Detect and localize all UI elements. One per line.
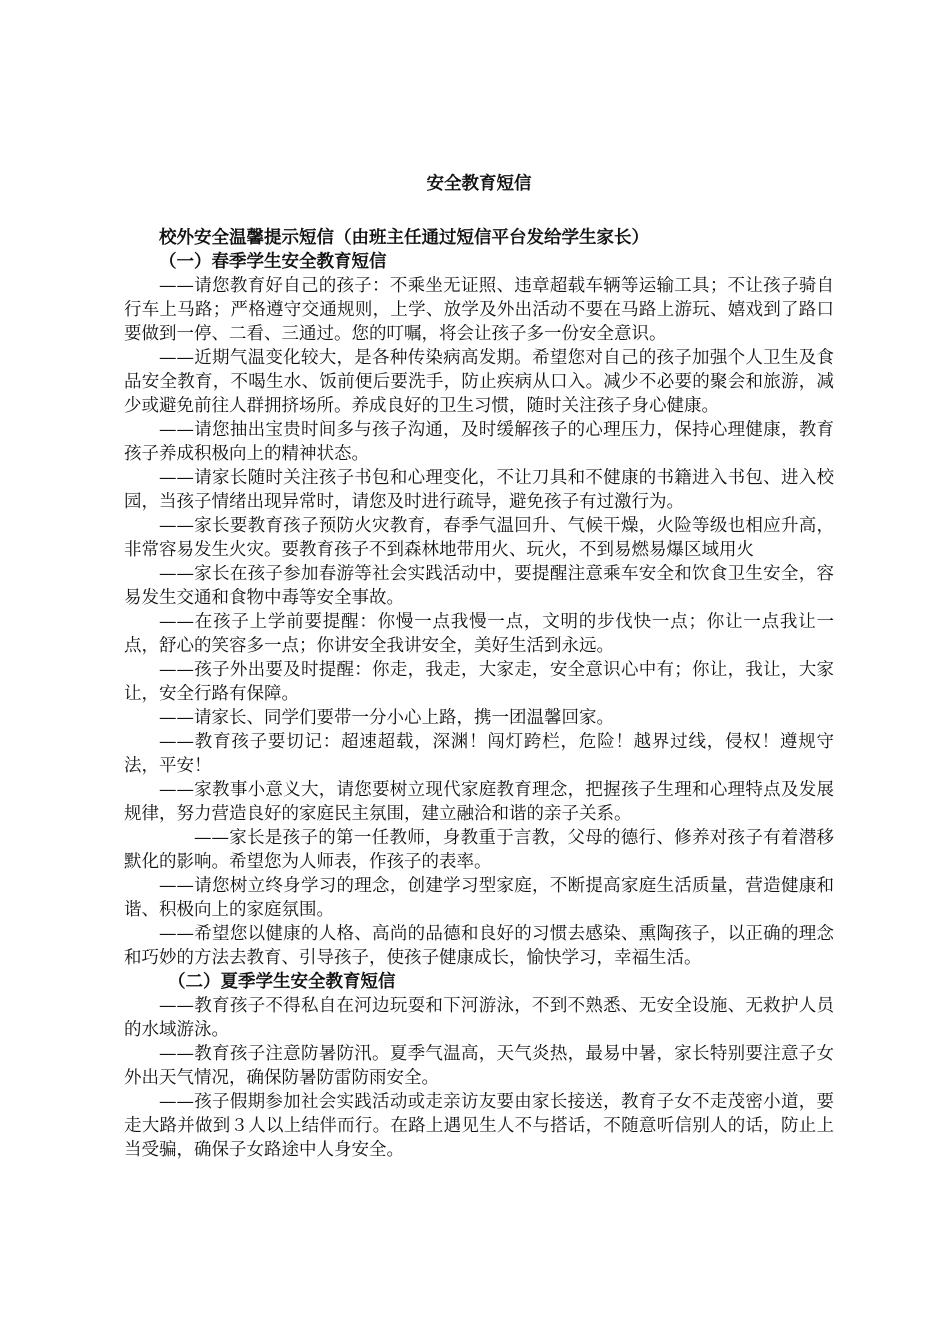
- paragraph: ——教育孩子不得私自在河边玩耍和下河游泳，不到不熟悉、无安全设施、无救护人员的水域游泳。: [124, 996, 834, 1040]
- section-heading-spring: （一）春季学生安全教育短信: [159, 252, 387, 272]
- paragraph: ——请家长、同学们要带一分小心上路，携一团温馨回家。: [159, 708, 614, 728]
- paragraph: ——家长是孩子的第一任教师，身教重于言教，父母的德行、修养对孩子有着潜移默化的影响。希望您为人师表，作孩子的表率。: [124, 828, 834, 872]
- document-title: 安全教育短信: [426, 174, 532, 194]
- paragraph: ——家长要教育孩子预防火灾教育，春季气温回升、气候干燥，火险等级也相应升高，非常容易发生火灾。要教育孩子不到森林地带用火、玩火，不到易燃易爆区域用火: [124, 516, 834, 560]
- paragraph: ——近期气温变化较大，是各种传染病高发期。希望您对自己的孩子加强个人卫生及食品安全教育，不喝生水、饭前便后要洗手，防止疾病从口入。减少不必要的聚会和旅游，减少或避免前往人群拥挤场所。养成良好的卫生习惯，随时关注孩子身心健康。: [124, 348, 834, 416]
- paragraph: ——请您教育好自己的孩子：不乘坐无证照、违章超载车辆等运输工具；不让孩子骑自行车上马路；严格遵守交通规则，上学、放学及外出活动不要在马路上游玩、嬉戏到了路口要做到一停、二看、三通过。您的叮嘱，将会让孩子多一份安全意识。: [124, 276, 834, 344]
- paragraph: ——教育孩子要切记：超速超载，深渊！闯灯跨栏，危险！越界过线，侵权！遵规守法，平安！: [124, 732, 834, 776]
- paragraph: ——孩子假期参加社会实践活动或走亲访友要由家长接送，教育子女不走茂密小道，要走大路并做到３人以上结伴而行。在路上遇见生人不与搭话，不随意听信别人的话，防止上当受骗，确保子女路途中人身安全。: [124, 1092, 834, 1160]
- paragraph: ——请您抽出宝贵时间多与孩子沟通，及时缓解孩子的心理压力，保持心理健康，教育孩子养成积极向上的精神状态。: [124, 420, 834, 464]
- document-page: [124, 172, 834, 1162]
- paragraph: ——家长在孩子参加春游等社会实践活动中，要提醒注意乘车安全和饮食卫生安全，容易发生交通和食物中毒等安全事故。: [124, 564, 834, 608]
- paragraph: ——希望您以健康的人格、高尚的品德和良好的习惯去感染、熏陶孩子，以正确的理念和巧妙的方法去教育、引导孩子，使孩子健康成长，愉快学习，幸福生活。: [124, 924, 834, 968]
- paragraph: ——家教事小意义大，请您要树立现代家庭教育理念，把握孩子生理和心理特点及发展规律，努力营造良好的家庭民主氛围，建立融洽和谐的亲子关系。: [124, 780, 834, 824]
- section-heading-summer: （二）夏季学生安全教育短信: [168, 972, 396, 992]
- paragraph: ——请家长随时关注孩子书包和心理变化，不让刀具和不健康的书籍进入书包、进入校园，当孩子情绪出现异常时，请您及时进行疏导，避免孩子有过激行为。: [124, 468, 834, 512]
- paragraph: ——教育孩子注意防暑防汛。夏季气温高，天气炎热，最易中暑，家长特别要注意子女外出天气情况，确保防暑防雷防雨安全。: [124, 1044, 834, 1088]
- paragraph: ——请您树立终身学习的理念，创建学习型家庭，不断提高家庭生活质量，营造健康和谐、积极向上的家庭氛围。: [124, 876, 834, 920]
- document-subtitle: 校外安全温馨提示短信（由班主任通过短信平台发给学生家长）: [159, 228, 649, 248]
- paragraph: ——在孩子上学前要提醒：你慢一点我慢一点，文明的步伐快一点；你让一点我让一点，舒心的笑容多一点；你讲安全我讲安全，美好生活到永远。: [124, 612, 834, 656]
- paragraph: ——孩子外出要及时提醒：你走，我走，大家走，安全意识心中有；你让，我让，大家让，安全行路有保障。: [124, 660, 834, 704]
